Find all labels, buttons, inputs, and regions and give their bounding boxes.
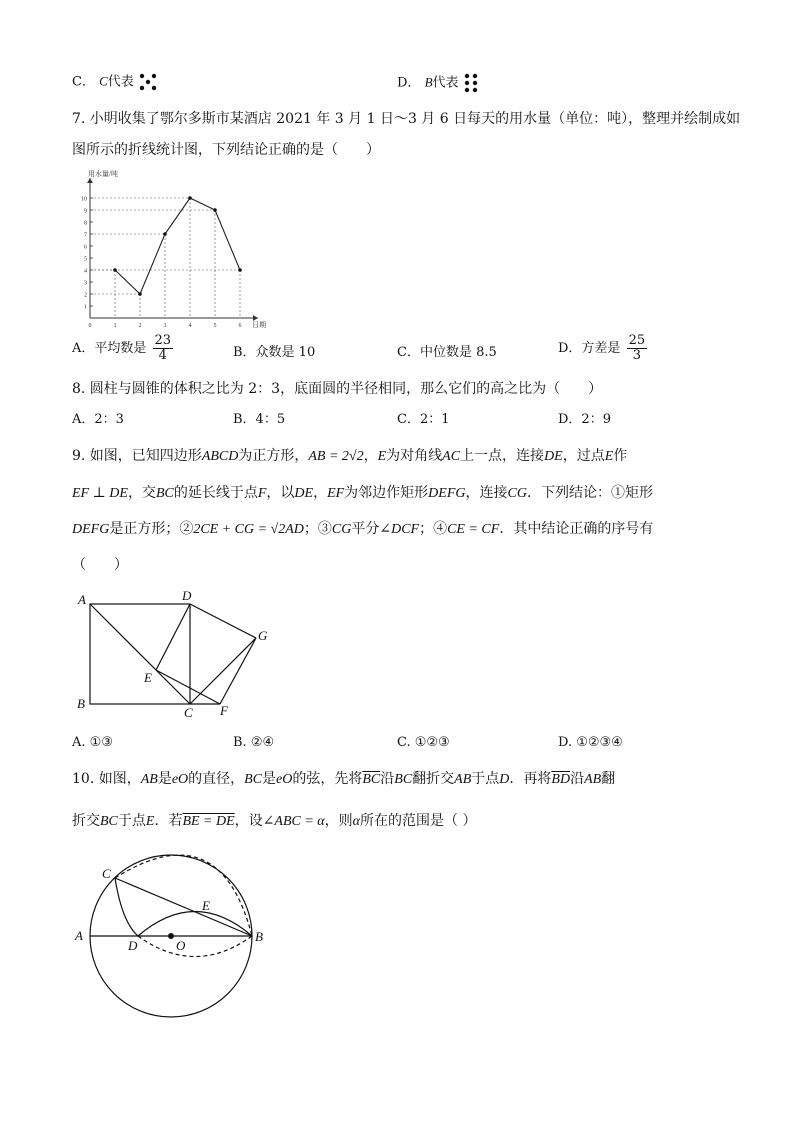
q9-line-2: [72, 484, 653, 503]
q10-label-a: A: [75, 928, 83, 943]
center-point-o: [168, 933, 174, 939]
x-tick-label: 4: [188, 323, 192, 329]
q7-line-2: 图所示的折线统计图，下列结论正确的是（ ）: [72, 142, 380, 158]
q10-math: AB: [584, 772, 602, 787]
q9-text: 为正方形，: [238, 448, 309, 464]
segment-fg: [220, 638, 256, 704]
q9-text: ；④: [419, 521, 448, 537]
y-tick-label: 5: [84, 256, 87, 263]
q10-math: AB: [140, 772, 158, 787]
q10-text: ，设: [234, 813, 263, 829]
q10-math: eO: [171, 772, 189, 787]
q10-line-1: [72, 770, 615, 789]
q9-text: 上一点，连接: [460, 448, 545, 464]
q9-math: BC: [155, 486, 174, 501]
x-axis-label: 日期: [252, 321, 266, 329]
q9-text: ．其中结论正确的序号有: [499, 521, 654, 537]
q10-text: 的直径，: [188, 771, 245, 787]
q10-text: 沿: [570, 771, 585, 787]
q10-arc-math: $\overline{BD}$: [551, 772, 571, 787]
series-line: [115, 198, 240, 294]
x-tick-label: 3: [163, 323, 167, 329]
segment-cg: [190, 638, 256, 704]
y-tick-label: 7: [84, 232, 87, 239]
q9-math: ∠DCF: [379, 522, 420, 537]
q9-math: F: [257, 486, 267, 501]
x-tick-label: 1: [113, 323, 117, 329]
q9-option-b: B. ②④: [233, 735, 275, 750]
q10-math: D: [499, 772, 510, 787]
original-arc-bc-dashed: [115, 855, 252, 936]
q7-option-b: B．众数是 10: [233, 345, 316, 360]
q6-option-d: [397, 72, 479, 94]
q10-math: BC: [244, 772, 263, 787]
q9-math: EF: [327, 486, 345, 501]
q10-arc-math: BE = DE: [182, 814, 235, 829]
x-tick-label: 2: [138, 323, 142, 329]
q10-text: 的弦，先将: [292, 771, 363, 787]
q9-math: EF ⊥ DE: [72, 486, 128, 501]
six-dots-pattern-icon: [463, 72, 479, 94]
q9-math: DE: [294, 486, 314, 501]
q9-math: CG: [331, 522, 352, 537]
q9-option-c: C. ①②③: [397, 735, 450, 750]
q9-square-diagram: [70, 588, 280, 720]
q9-text: 作: [613, 448, 628, 464]
q7-option-c: C．中位数是 8.5: [397, 345, 497, 360]
q10-text: 于点: [117, 813, 146, 829]
q9-text: ，过点: [562, 448, 605, 464]
q6-option-c-text: 代表: [107, 74, 134, 90]
q7-line-chart: [80, 170, 270, 330]
y-tick-label: 4: [84, 268, 87, 275]
q9-label-a: A: [78, 592, 86, 607]
q10-text: 折交: [72, 813, 100, 829]
data-point: [163, 232, 167, 236]
q7-option-a: [72, 334, 173, 363]
q7-option-a-numerator: 23: [154, 333, 172, 348]
q7-option-d-text: D．方差是: [558, 341, 621, 356]
data-point: [138, 292, 142, 296]
y-axis-arrow: [87, 178, 93, 183]
q10-label-d: D: [128, 938, 138, 953]
q9-math: CE = CF: [447, 522, 500, 537]
x-tick-label: 5: [213, 323, 217, 329]
q10-text: 所在的范围是（ ）: [360, 813, 477, 829]
q10-text: ，则: [324, 813, 353, 829]
data-point: [213, 208, 217, 212]
q9-math: ABCD: [201, 449, 239, 464]
q10-text: ．再将: [509, 771, 552, 787]
y-tick-label: 8: [84, 220, 87, 227]
q10-text: 沿: [380, 771, 395, 787]
q9-text: ，交: [127, 485, 156, 501]
q10-label-c: C: [102, 866, 111, 881]
q9-math: CG: [507, 486, 527, 501]
q9-option-d: D. ①②③④: [558, 735, 623, 750]
q9-text: ，: [363, 448, 378, 464]
q10-math: ∠ABC = α: [262, 814, 325, 829]
y-axis-label: 用水量/吨: [88, 170, 118, 178]
q10-math: AB: [454, 772, 472, 787]
q8-option-b: B．4：5: [233, 412, 286, 427]
q6-option-d-prefix: D．: [397, 75, 421, 91]
q10-text: 翻: [601, 771, 616, 787]
q9-label-b: B: [77, 696, 85, 711]
q10-math: BC: [394, 772, 413, 787]
q7-option-d-denominator: 3: [632, 348, 641, 363]
q10-text: 于点: [471, 771, 500, 787]
q10-text: 是: [157, 771, 172, 787]
q9-text: ，: [313, 485, 328, 501]
diagonal-ac: [90, 604, 190, 704]
y-tick-label: 9: [84, 208, 87, 215]
q10-text: ．若: [154, 813, 183, 829]
q9-label-g: G: [258, 628, 268, 643]
q6-option-d-text: 代表: [432, 75, 459, 91]
y-tick-label: 1: [84, 304, 87, 311]
three-dots-pattern-icon: [138, 72, 158, 92]
q9-math: AC: [442, 449, 461, 464]
q7-option-d-numerator: 25: [628, 333, 646, 348]
q9-label-c: C: [184, 705, 193, 720]
q7-option-a-text: A．平均数是: [72, 341, 147, 356]
q9-text: 为对角线: [386, 448, 443, 464]
segment-de: [156, 604, 190, 670]
q10-circle-diagram: [70, 852, 280, 1042]
q8-option-a: A．2：3: [72, 412, 124, 427]
q8-option-c: C．2：1: [397, 412, 450, 427]
q10-math: eO: [276, 772, 293, 787]
q10-label-b: B: [255, 929, 263, 944]
q10-math: α: [352, 814, 360, 829]
q9-math: DE: [544, 449, 563, 464]
q10-math: E: [145, 814, 155, 829]
q7-option-d-fraction: [627, 334, 648, 363]
q10-text: 10. 如图，: [72, 771, 141, 787]
q10-math: BC: [100, 814, 118, 829]
q9-option-a: A. ①③: [72, 735, 113, 750]
q9-math: E: [604, 449, 614, 464]
data-point: [113, 268, 117, 272]
q9-text: 9. 如图，已知四边形: [72, 448, 202, 464]
q9-text: 是正方形；②: [109, 521, 194, 537]
q6-option-c: [72, 72, 158, 92]
q9-math: DEFG: [72, 522, 110, 537]
q9-label-d: D: [182, 588, 192, 603]
q9-text: ，以: [266, 485, 295, 501]
q9-math: E: [377, 449, 387, 464]
y-tick-label: 2: [84, 292, 87, 299]
data-point: [238, 268, 242, 272]
q9-text: 为邻边作矩形: [344, 485, 429, 501]
q7-option-a-denominator: 4: [158, 348, 167, 363]
q9-line-3: [72, 520, 653, 539]
q10-label-o: O: [176, 938, 186, 953]
q8-option-d: D．2：9: [558, 412, 611, 427]
y-tick-label: 10: [81, 196, 87, 203]
q10-label-e: E: [202, 898, 210, 913]
x-tick-label: 0: [88, 323, 92, 329]
q9-text: 平分: [351, 521, 380, 537]
q10-text: 是: [262, 771, 277, 787]
q9-math: 2CE + CG = √2AD: [193, 522, 304, 537]
q10-arc-math: $\overline{BC}$: [362, 772, 381, 787]
original-arc-bd-dashed: [138, 936, 252, 957]
q9-label-f: F: [220, 703, 228, 718]
q10-line-2: [72, 812, 476, 831]
q9-text: 的延长线于点: [173, 485, 258, 501]
segment-ef: [156, 670, 220, 704]
q9-label-e: E: [144, 670, 152, 685]
y-tick-label: 3: [84, 280, 87, 287]
q9-line-1: [72, 447, 627, 466]
q9-text: ，连接: [465, 485, 508, 501]
q6-option-c-prefix: C．: [72, 74, 95, 90]
q6-option-c-var: C: [99, 73, 108, 89]
q9-text: ．下列结论：①矩形: [526, 485, 653, 501]
folded-arc-db: [138, 912, 252, 937]
q9-math: DEFG: [428, 486, 466, 501]
q9-math: AB = 2√2: [308, 449, 364, 464]
q7-option-d: [558, 334, 647, 363]
x-tick-label: 6: [238, 323, 242, 329]
data-point: [188, 196, 192, 200]
q9-text: ；③: [303, 521, 332, 537]
q6-option-d-var: B: [424, 74, 433, 90]
q8-text: 8. 圆柱与圆锥的体积之比为 2：3，底面圆的半径相同，那么它们的高之比为（ ）: [72, 381, 603, 397]
y-tick-label: 6: [84, 244, 87, 251]
q10-text: 翻折交: [412, 771, 455, 787]
q9-line-4: （ ）: [72, 557, 128, 573]
q7-line-1: 7. 小明收集了鄂尔多斯市某酒店 2021 年 3 月 1 日～3 月 6 日每天的用水量（单位：吨），整理并绘制成如: [72, 111, 741, 127]
segment-dg: [190, 604, 256, 638]
q7-option-a-fraction: [153, 334, 174, 363]
